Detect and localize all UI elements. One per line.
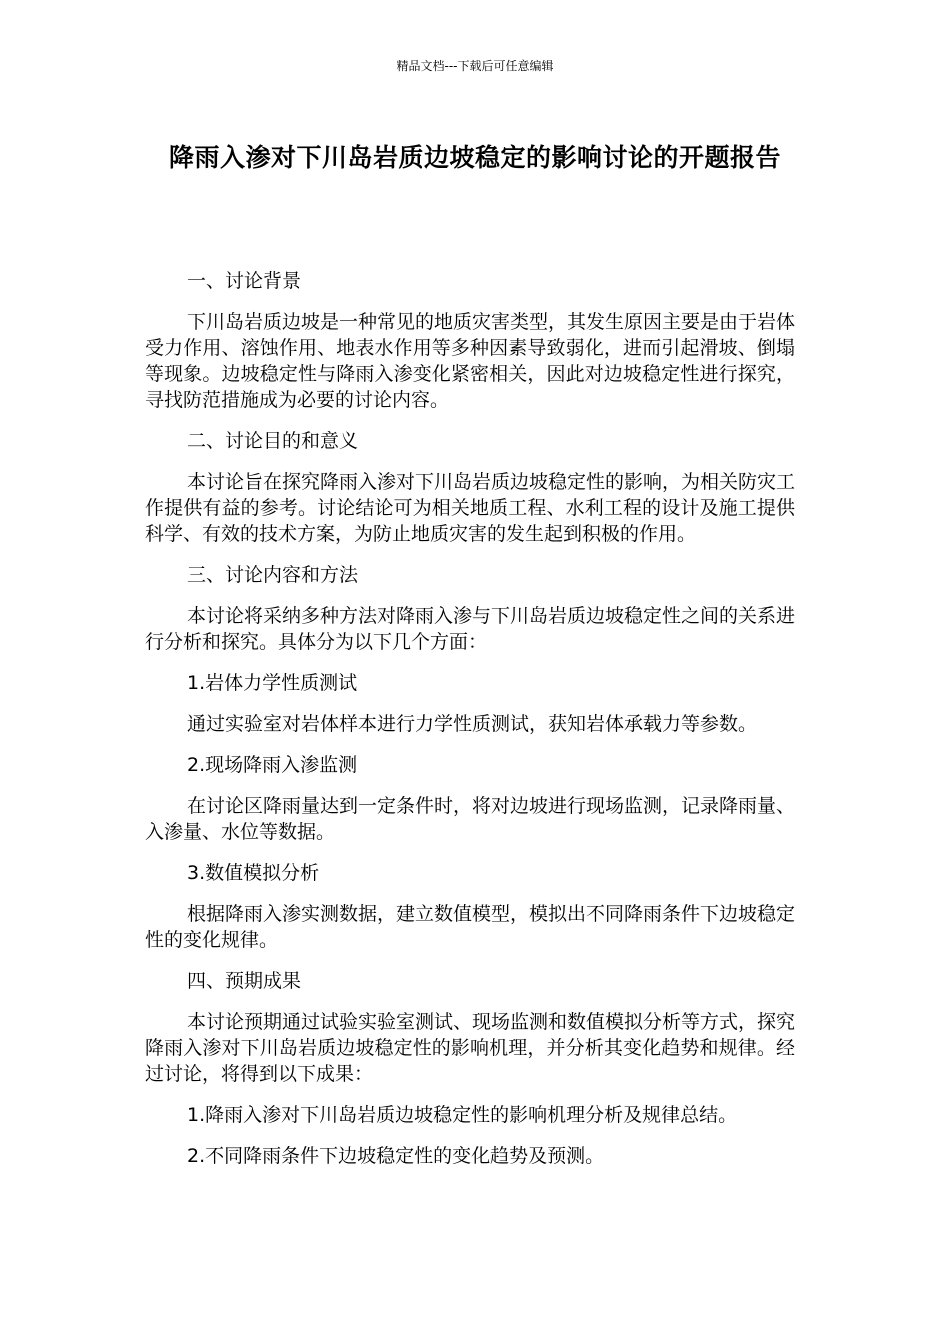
subsection-heading: 2.现场降雨入渗监测: [187, 754, 358, 776]
paragraph: 在讨论区降雨量达到一定条件时，将对边坡进行现场监测，记录降雨量、入渗量、水位等数据。: [145, 795, 796, 843]
result-item: 1.降雨入渗对下川岛岩质边坡稳定性的影响机理分析及规律总结。: [187, 1104, 738, 1126]
document-title: 降雨入渗对下川岛岩质边坡稳定的影响讨论的开题报告: [168, 143, 781, 172]
paragraph: 下川岛岩质边坡是一种常见的地质灾害类型，其发生原因主要是由于岩体受力作用、溶蚀作用、地表水作用等多种因素导致弱化，进而引起滑坡、倒塌等现象。边坡稳定性与降雨入渗变化紧密相关，因此对边坡稳定性进行探究，寻找防范措施成为必要的讨论内容。: [145, 311, 796, 411]
subsection-heading: 3.数值模拟分析: [187, 862, 320, 884]
paragraph: 本讨论将采纳多种方法对降雨入渗与下川岛岩质边坡稳定性之间的关系进行分析和探究。具体分为以下几个方面：: [145, 605, 796, 653]
paragraph: 本讨论预期通过试验实验室测试、现场监测和数值模拟分析等方式，探究降雨入渗对下川岛岩质边坡稳定性的影响机理，并分析其变化趋势和规律。经过讨论，将得到以下成果：: [145, 1011, 796, 1085]
document-body: [145, 268, 795, 1184]
section-heading: 三、讨论内容和方法: [187, 564, 359, 586]
result-item: 2.不同降雨条件下边坡稳定性的变化趋势及预测。: [187, 1145, 605, 1167]
section-heading: 四、预期成果: [187, 970, 302, 992]
page-header: 精品文档---下载后可任意编辑: [396, 59, 554, 73]
subsection-heading: 1.岩体力学性质测试: [187, 672, 358, 694]
section-heading: 二、讨论目的和意义: [187, 430, 359, 452]
section-heading: 一、讨论背景: [187, 270, 302, 292]
paragraph: 根据降雨入渗实测数据，建立数值模型，模拟出不同降雨条件下边坡稳定性的变化规律。: [145, 903, 796, 951]
paragraph: 本讨论旨在探究降雨入渗对下川岛岩质边坡稳定性的影响，为相关防灾工作提供有益的参考。讨论结论可为相关地质工程、水利工程的设计及施工提供科学、有效的技术方案，为防止地质灾害的发生起到积极的作用。: [145, 471, 796, 545]
paragraph: 通过实验室对岩体样本进行力学性质测试，获知岩体承载力等参数。: [187, 713, 758, 735]
